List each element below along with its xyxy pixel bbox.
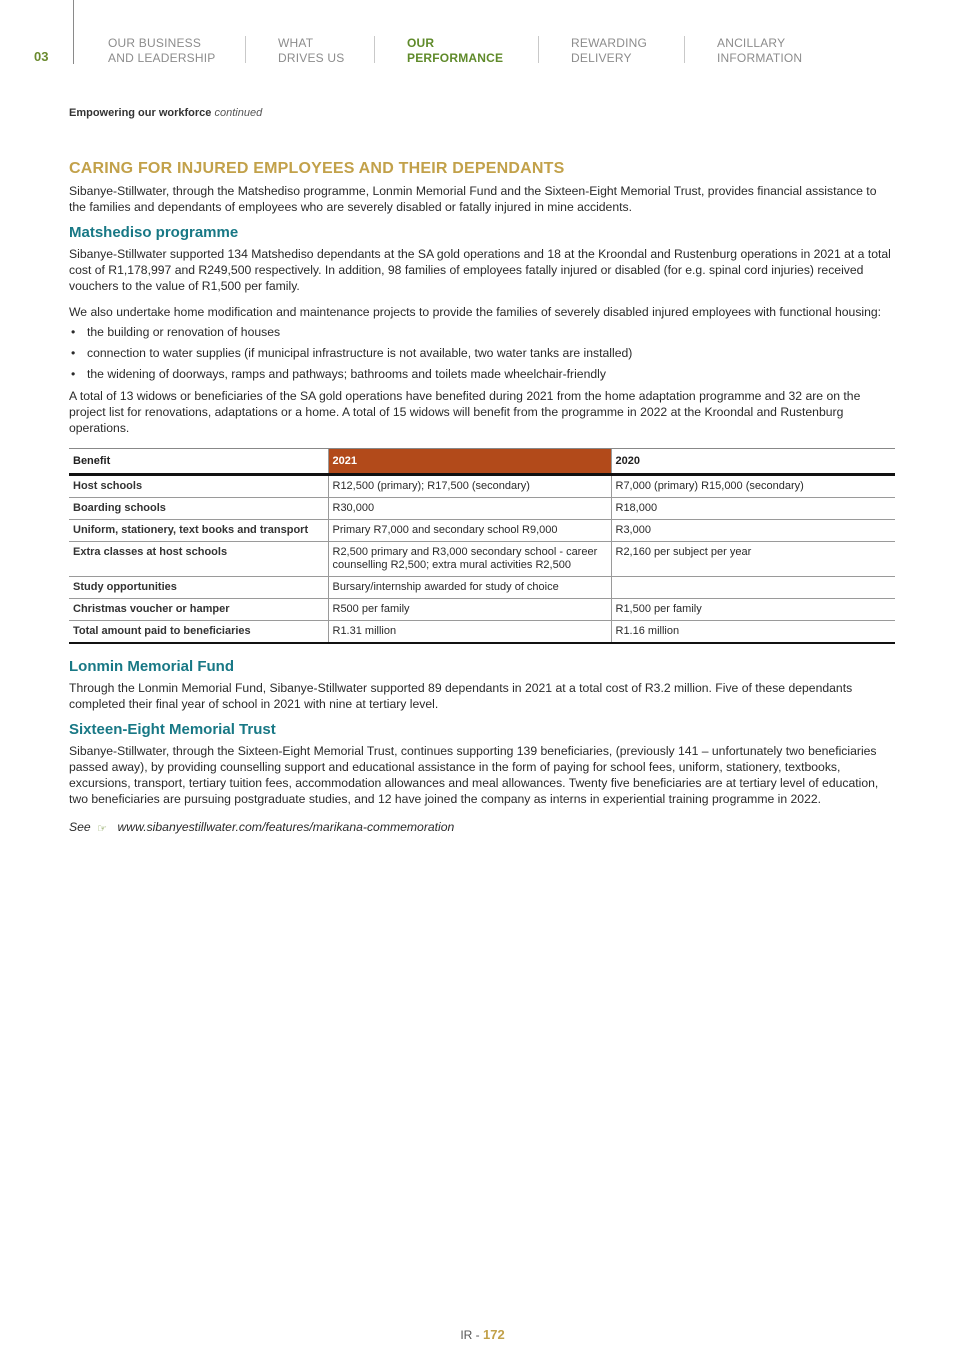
lonmin-paragraph: Through the Lonmin Memorial Fund, Sibanye-Stillwater supported 89 dependants in 2021 at a total cost of R3.2 million. Five of these dependants completed their final year of school in 2021 with nine at tertiary level.: [69, 681, 853, 711]
breadcrumb-title: Empowering our workforce: [69, 107, 212, 119]
benefit-cell: Study opportunities: [69, 577, 328, 599]
table-row: [69, 520, 895, 542]
nav-label-line1: WHAT: [278, 36, 314, 50]
list-item: • connection to water supplies (if municipal infrastructure is not available, two water tanks are installed): [69, 345, 895, 361]
value-2020-cell: R7,000 (primary) R15,000 (secondary): [611, 475, 895, 498]
matshediso-paragraph-1: Sibanye-Stillwater supported 134 Matshediso dependants at the SA gold operations and 18 at the Kroondal and Rustenburg operations in 2021 at a total cost of R1,178,997 and R249,500 respectively. In addition, 98 families of employees fatally injured or disabled (for e.g. spinal cord injuries) received vouchers to the value of R1,500 per family.: [69, 247, 891, 293]
benefit-cell: Boarding schools: [69, 498, 328, 520]
value-2020-cell: R1,500 per family: [611, 599, 895, 621]
nav-our-performance[interactable]: [407, 36, 503, 66]
nav-label-line1: ANCILLARY: [717, 36, 786, 50]
see-prefix: See: [69, 820, 91, 834]
nav-rewarding-delivery[interactable]: [571, 36, 647, 66]
section-divider: [73, 0, 74, 64]
breadcrumb-suffix: continued: [214, 107, 263, 119]
table-row-total: [69, 621, 895, 644]
table-row: [69, 542, 895, 577]
value-2021-cell: R12,500 (primary); R17,500 (secondary): [328, 475, 611, 498]
value-2020-cell: R18,000: [611, 498, 895, 520]
page-footer: [0, 1327, 965, 1342]
value-2021-cell: Primary R7,000 and secondary school R9,000: [328, 520, 611, 542]
page-number: 172: [482, 1327, 505, 1342]
matshediso-heading: Matshediso programme: [69, 224, 239, 241]
value-2020-cell: R1.16 million: [611, 621, 895, 644]
nav-our-business[interactable]: [108, 36, 216, 66]
nav-label-line1: REWARDING: [571, 36, 648, 50]
benefits-table: [69, 448, 895, 644]
pointer-hand-icon: ☞: [97, 823, 107, 835]
nav-separator: [538, 36, 539, 63]
header-benefit: Benefit: [69, 449, 328, 475]
main-content: [69, 160, 895, 835]
table-header-row: [69, 449, 895, 475]
header-2021: 2021: [328, 449, 611, 475]
matshediso-paragraph-2: We also undertake home modification and maintenance projects to provide the families of severely disabled injured employees with functional housing:: [69, 305, 882, 319]
benefit-cell: Host schools: [69, 475, 328, 498]
value-2020-cell: R2,160 per subject per year: [611, 542, 895, 577]
lonmin-heading: Lonmin Memorial Fund: [69, 658, 234, 675]
nav-ancillary-information[interactable]: [717, 36, 802, 66]
table-row: [69, 475, 895, 498]
sixteen-eight-heading: Sixteen-Eight Memorial Trust: [69, 721, 276, 738]
housing-list: [69, 324, 895, 382]
list-item: • the widening of doorways, ramps and pathways; bathrooms and toilets made wheelchair-friendly: [69, 366, 895, 382]
nav-what-drives-us[interactable]: [278, 36, 344, 66]
sixteen-eight-paragraph: Sibanye-Stillwater, through the Sixteen-Eight Memorial Trust, continues supporting 139 beneficiaries, (previously 141 – unfortunately two beneficiaries passed away), by providing counselling support and educational assistance in the form of paying for school fees, uniform, stationery, textbooks, excursions, transport, tertiary tuition fees, accommodation allowances and meal allowances. Twenty five beneficiaries are at tertiary level of education, two beneficiaries are pursuing postgraduate studies, and 12 have joined the company as interns in experiential training programme in 2022.: [69, 744, 879, 806]
nav-label-line1: OUR BUSINESS: [108, 36, 202, 50]
page-title: CARING FOR INJURED EMPLOYEES AND THEIR DEPENDANTS: [69, 160, 565, 177]
nav-label-line2: AND LEADERSHIP: [108, 51, 216, 65]
nav-label-line2: DRIVES US: [278, 51, 345, 65]
nav-label-line1: OUR: [407, 36, 435, 50]
nav-label-line2: DELIVERY: [571, 51, 632, 65]
value-2021-cell: R2,500 primary and R3,000 secondary school - career counselling R2,500; extra mural activities R2,500: [328, 542, 611, 577]
matshediso-paragraph-3: A total of 13 widows or beneficiaries of the SA gold operations have benefited during 2021 from the home adaptation programme and 32 are on the project list for renovations, adaptations or a home. A total of 15 widows will benefit from the programme in 2022 at the Kroondal and Rustenburg operations.: [69, 389, 861, 435]
table-row: [69, 577, 895, 599]
marikana-link[interactable]: www.sibanyestillwater.com/features/marikana-commemoration: [117, 820, 455, 834]
benefit-cell: Christmas voucher or hamper: [69, 599, 328, 621]
nav-separator: [684, 36, 685, 63]
nav-separator: [245, 36, 246, 63]
value-2021-cell: R1.31 million: [328, 621, 611, 644]
benefit-cell: Extra classes at host schools: [69, 542, 328, 577]
footer-prefix: IR -: [460, 1328, 483, 1342]
value-2021-cell: R500 per family: [328, 599, 611, 621]
table-row: [69, 599, 895, 621]
value-2020-cell: [611, 577, 895, 599]
value-2021-cell: R30,000: [328, 498, 611, 520]
breadcrumb: [69, 107, 262, 119]
value-2021-cell: Bursary/internship awarded for study of choice: [328, 577, 611, 599]
nav-label-line2: PERFORMANCE: [407, 51, 504, 65]
see-reference: [69, 819, 895, 835]
nav-label-line2: INFORMATION: [717, 51, 803, 65]
nav-separator: [374, 36, 375, 63]
list-item: • the building or renovation of houses: [69, 324, 895, 340]
benefit-cell: Total amount paid to beneficiaries: [69, 621, 328, 644]
benefit-cell: Uniform, stationery, text books and transport: [69, 520, 328, 542]
section-number: 03: [34, 49, 49, 64]
table-row: [69, 498, 895, 520]
intro-paragraph: Sibanye-Stillwater, through the Matshediso programme, Lonmin Memorial Fund and the Sixteen-Eight Memorial Trust, provides financial assistance to the families and dependants of employees who are severely disabled or fatally injured in mine accidents.: [69, 184, 877, 214]
value-2020-cell: R3,000: [611, 520, 895, 542]
header-2020: 2020: [611, 449, 895, 475]
